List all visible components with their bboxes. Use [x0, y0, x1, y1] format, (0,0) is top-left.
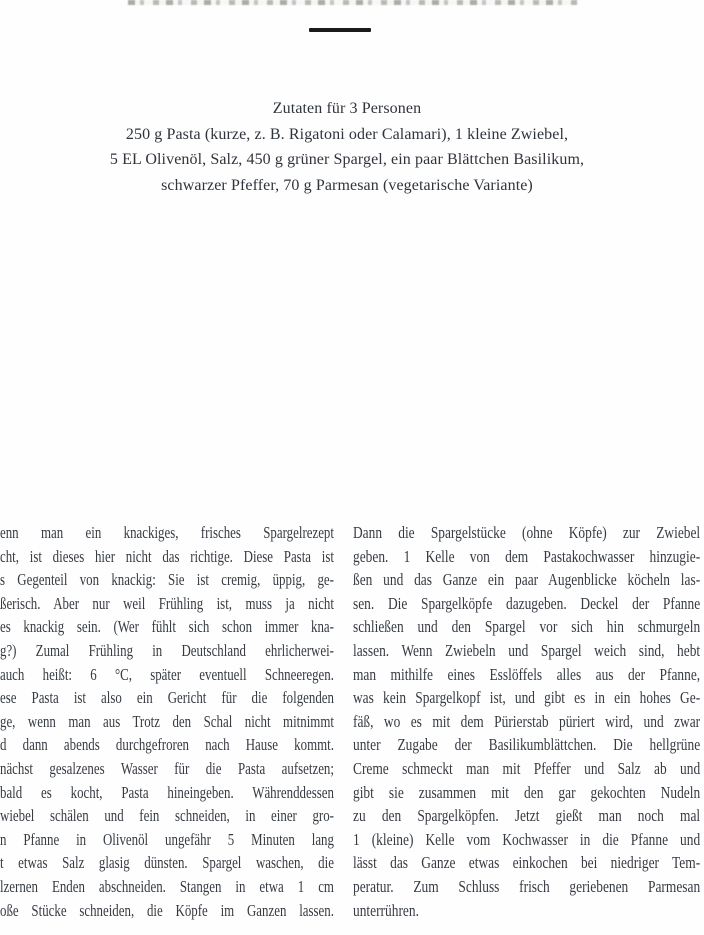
body-right-column — [353, 521, 700, 922]
text-line: d dann abends durchgefroren nach Hause kommt. — [0, 735, 334, 755]
text-line: t etwas Salz glasig dünsten. Spargel waschen, die — [0, 853, 334, 873]
text-line: lzernen Enden abschneiden. Stangen in etwa 1 cm — [0, 876, 334, 896]
text-line: enn man ein knackiges, frisches Spargelrezept — [0, 523, 334, 542]
ingredients-line: schwarzer Pfeffer, 70 g Parmesan (vegetarische Variante) — [161, 176, 533, 194]
text-line: was kein Spargelkopf ist, und gibt es in ein hohes Ge- — [353, 688, 700, 708]
text-line: 1 (kleine) Kelle vom Kochwasser in die Pfanne und — [353, 829, 700, 849]
text-line: ge, wenn man aus Trotz den Schal nicht mitnimmt — [0, 711, 334, 731]
text-line: ßen und das Ganze ein paar Augenblicke köcheln las- — [353, 570, 700, 590]
text-line: unterrühren. — [353, 900, 419, 920]
ingredients-line: 250 g Pasta (kurze, z. B. Rigatoni oder Calamari), 1 kleine Zwiebel, — [125, 125, 569, 143]
text-line: fäß, wo es mit dem Pürierstab püriert wird, und zwar — [353, 711, 700, 731]
text-line: ese Pasta ist also ein Gericht für die folgenden — [0, 688, 334, 708]
text-line: unter Zugabe der Basilikumblättchen. Die hellgrüne — [353, 735, 700, 755]
text-line: oße Stücke schneiden, die Köpfe im Ganzen lassen. — [0, 900, 334, 920]
text-line: ßerisch. Aber nur weil Frühling ist, muss ja nicht — [0, 593, 334, 613]
body-text — [0, 521, 704, 922]
text-line: Creme schmeckt man mit Pfeffer und Salz ab und — [353, 758, 700, 778]
text-line: sen. Die Spargelköpfe dazugeben. Deckel der Pfanne — [353, 593, 700, 613]
text-line: cht, ist dieses hier nicht das richtige. Diese Pasta ist — [0, 546, 334, 566]
text-line: gibt sie zusammen mit den gar gekochten Nudeln — [353, 782, 700, 802]
text-line: bald es kocht, Pasta hineingeben. Währenddessen — [0, 782, 334, 802]
ingredients-heading: Zutaten für 3 Personen — [272, 100, 422, 117]
text-line: schließen und den Spargel vor sich hin schmurgeln — [353, 617, 700, 637]
text-line: wiebel schälen und fein schneiden, in einer gro- — [0, 806, 334, 826]
text-line: es knackig sein. (Wer fühlt sich schon immer kna- — [0, 617, 334, 637]
text-line: auch heißt: 6 °C, später eventuell Schneeregen. — [0, 664, 334, 684]
body-left-column-lines — [0, 521, 334, 922]
text-line: Dann die Spargelstücke (ohne Köpfe) zur Zwiebel — [353, 523, 700, 542]
text-line: man mithilfe eines Esslöffels alles aus der Pfanne, — [353, 664, 700, 684]
clipped-title-text — [128, 0, 578, 5]
text-line: n Pfanne in Olivenöl ungefähr 5 Minuten lang — [0, 829, 334, 849]
text-line: g?) Zumal Frühling in Deutschland ehrlicherwei- — [0, 640, 334, 660]
text-line: geben. 1 Kelle von dem Pastakochwasser hinzugie- — [353, 546, 700, 566]
text-line: zu den Spargelköpfen. Jetzt gießt man noch mal — [353, 806, 700, 826]
ingredients-lines — [0, 122, 694, 199]
body-left-column — [0, 521, 334, 922]
body-right-column-lines — [353, 521, 700, 922]
ingredients-line: 5 EL Olivenöl, Salz, 450 g grüner Spargel, ein paar Blättchen Basilikum, — [109, 151, 585, 168]
text-line: peratur. Zum Schluss frisch geriebenen Parmesan — [353, 876, 700, 896]
text-line: s Gegenteil von knackig: Sie ist cremig, üppig, ge- — [0, 570, 334, 590]
text-line: nächst gesalzenes Wasser für die Pasta aufsetzen; — [0, 758, 334, 778]
ingredients-block — [0, 96, 694, 198]
section-divider-rule — [309, 28, 371, 32]
text-line: lässt das Ganze etwas einkochen bei niedriger Tem- — [353, 853, 700, 873]
text-line: lassen. Wenn Zwiebeln und Spargel weich sind, hebt — [353, 640, 700, 660]
